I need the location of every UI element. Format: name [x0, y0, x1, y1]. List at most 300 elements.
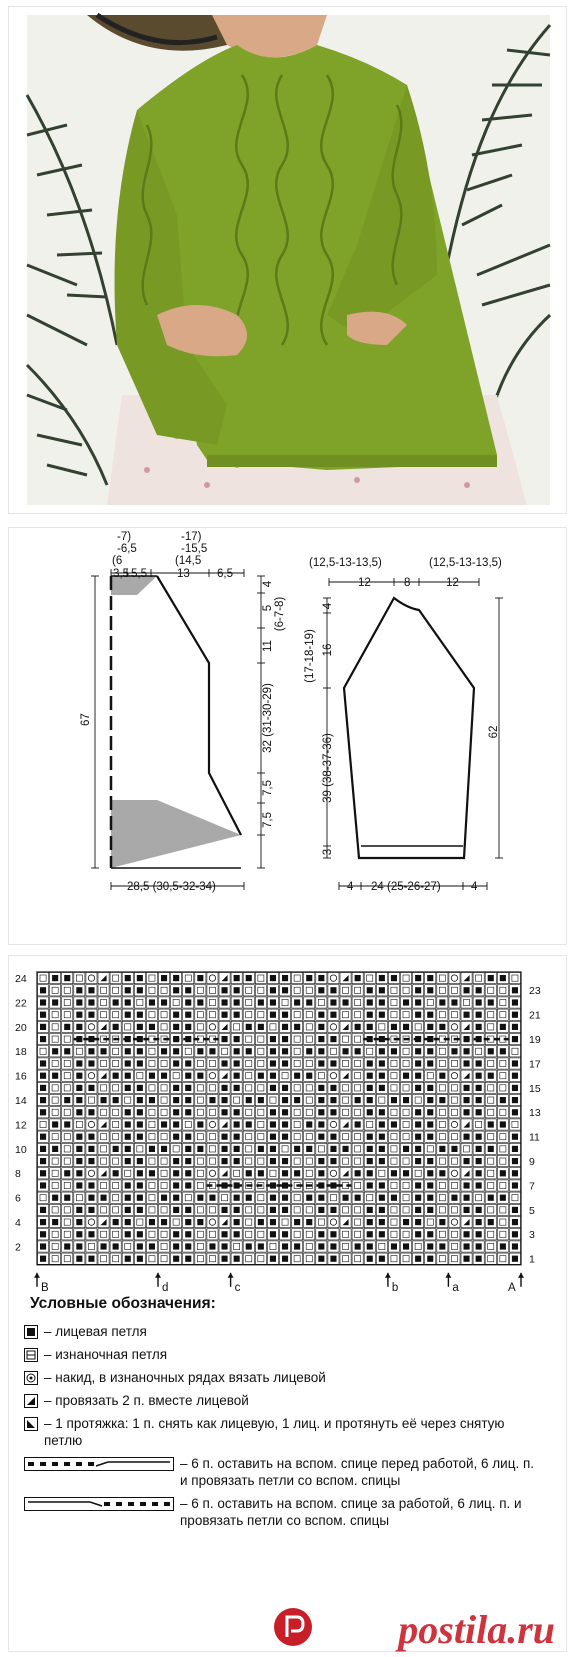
body-stack-left-3: (6: [112, 555, 123, 567]
purl-cell: [451, 1134, 457, 1140]
body-side-5: 32 (31-30-29): [262, 683, 274, 753]
knit-cell: [439, 1170, 445, 1176]
purl-cell: [391, 1073, 397, 1079]
knit-cell: [222, 1243, 228, 1249]
knit-cell: [185, 1231, 191, 1237]
purl-cell: [512, 1048, 518, 1054]
purl-cell: [294, 1134, 300, 1140]
knit-cell: [101, 1097, 107, 1103]
purl-cell: [246, 1109, 252, 1115]
purl-cell: [173, 999, 179, 1005]
knit-cell: [318, 1060, 324, 1066]
knit-cell: [88, 1195, 94, 1201]
purl-cell: [209, 1231, 215, 1237]
knit-cell: [222, 1036, 228, 1042]
knit-cell: [197, 1073, 203, 1079]
knit-cell: [367, 1085, 373, 1091]
knit-cell: [161, 1048, 167, 1054]
purl-cell: [161, 1060, 167, 1066]
knit-cell: [464, 1109, 470, 1115]
knit-cell: [367, 1073, 373, 1079]
sleeve-top-width-1: 12: [358, 577, 371, 589]
knit-cell: [330, 1097, 336, 1103]
purl-cell: [415, 1170, 421, 1176]
purl-cell: [258, 1109, 264, 1115]
knit-cell: [52, 1121, 58, 1127]
purl-cell: [161, 1012, 167, 1018]
knit-cell: [149, 1170, 155, 1176]
knit-cell: [197, 975, 203, 981]
knit-cell: [379, 1158, 385, 1164]
purl-cell: [76, 1121, 82, 1127]
purl-cell: [209, 1012, 215, 1018]
marker-arrow-head: [155, 1273, 161, 1278]
knit-cell: [137, 1134, 143, 1140]
purl-cell: [439, 1060, 445, 1066]
knit-cell: [258, 999, 264, 1005]
knit-cell: [40, 1134, 46, 1140]
knit-cell: [464, 1182, 470, 1188]
purl-cell: [76, 1195, 82, 1201]
purl-cell: [318, 999, 324, 1005]
purl-cell: [270, 1170, 276, 1176]
knit-cell: [88, 1158, 94, 1164]
purl-cell: [500, 1060, 506, 1066]
knit-cell: [330, 1146, 336, 1152]
purl-cell: [451, 1243, 457, 1249]
knit-cell: [415, 1158, 421, 1164]
knit-cell: [173, 1097, 179, 1103]
purl-cell: [149, 1012, 155, 1018]
purl-cell: [367, 1048, 373, 1054]
purl-cell: [137, 999, 143, 1005]
knit-cell: [234, 1134, 240, 1140]
knit-cell: [76, 987, 82, 993]
knit-cell: [476, 1134, 482, 1140]
knit-cell: [173, 1158, 179, 1164]
purl-cell: [113, 1121, 119, 1127]
purl-cell: [451, 1085, 457, 1091]
purl-cell: [391, 1012, 397, 1018]
purl-cell: [149, 1121, 155, 1127]
knit-cell: [427, 1109, 433, 1115]
purl-cell: [451, 1256, 457, 1262]
knit-cell: [161, 1146, 167, 1152]
purl-cell: [512, 1195, 518, 1201]
knit-cell: [185, 1134, 191, 1140]
knit-cell: [76, 1060, 82, 1066]
knit-cell: [427, 987, 433, 993]
knit-cell: [512, 1097, 518, 1103]
knit-cell: [439, 1146, 445, 1152]
knit-cell: [76, 1012, 82, 1018]
purl-cell: [415, 1024, 421, 1030]
knit-cell: [464, 1207, 470, 1213]
purl-cell: [197, 1182, 203, 1188]
knit-cell: [88, 1134, 94, 1140]
purl-cell: [464, 999, 470, 1005]
knit-cell: [258, 1097, 264, 1103]
purl-cell: [161, 1182, 167, 1188]
yarn-over-cell: [330, 1073, 336, 1079]
knit-cell: [379, 1207, 385, 1213]
purl-cell: [52, 1012, 58, 1018]
purl-cell: [258, 1012, 264, 1018]
purl-cell: [258, 1121, 264, 1127]
legend-item-cable-front: – 6 п. оставить на вспом. спице перед работой, 6 лиц. п. и провязать петли со вспом. спицы: [24, 1455, 544, 1489]
purl-cell: [137, 1219, 143, 1225]
knit-cell: [258, 1219, 264, 1225]
purl-cell: [161, 1097, 167, 1103]
knit-cell: [306, 1195, 312, 1201]
row-number-right: 23: [529, 985, 541, 998]
purl-cell: [355, 1256, 361, 1262]
knit-cell: [270, 999, 276, 1005]
knit-cell: [149, 1219, 155, 1225]
knit-cell: [88, 1146, 94, 1152]
knit-cell: [306, 999, 312, 1005]
purl-cell: [355, 1134, 361, 1140]
yarn-over-cell: [88, 1121, 94, 1127]
purl-cell: [355, 1158, 361, 1164]
knit-cell: [282, 975, 288, 981]
knit-cell: [476, 1146, 482, 1152]
knit-cell: [294, 1024, 300, 1030]
purl-cell: [488, 1012, 494, 1018]
purl-cell: [282, 1146, 288, 1152]
purl-cell: [52, 1036, 58, 1042]
knit-cell: [88, 1109, 94, 1115]
row-number-right: 19: [529, 1034, 541, 1046]
knit-cell: [40, 1243, 46, 1249]
yarn-over-icon: [24, 1371, 38, 1385]
purl-cell: [306, 1024, 312, 1030]
knit-cell: [173, 1231, 179, 1237]
yarn-over-cell: [209, 1219, 215, 1225]
knit-cell: [512, 1158, 518, 1164]
purl-cell: [318, 1146, 324, 1152]
knit-cell: [258, 1146, 264, 1152]
purl-cell: [246, 1158, 252, 1164]
knit-cell: [391, 1170, 397, 1176]
knit-cell: [101, 1243, 107, 1249]
purl-cell: [500, 1109, 506, 1115]
knit-cell: [234, 987, 240, 993]
purl-cell: [355, 1060, 361, 1066]
sleeve-top-right: (12,5-13-13,5): [429, 557, 502, 569]
purl-cell: [161, 1256, 167, 1262]
knit-cell: [379, 1121, 385, 1127]
knit-cell: [391, 1097, 397, 1103]
knit-cell: [40, 1219, 46, 1225]
chart-cell: [98, 973, 109, 984]
purl-cell: [488, 1134, 494, 1140]
knit-cell: [161, 999, 167, 1005]
knit-cell: [52, 999, 58, 1005]
purl-cell: [64, 999, 70, 1005]
purl-cell: [306, 1134, 312, 1140]
knit-cell: [137, 1097, 143, 1103]
purl-cell: [500, 1146, 506, 1152]
purl-cell: [488, 1024, 494, 1030]
purl-cell: [306, 1085, 312, 1091]
knit-cell: [222, 1109, 228, 1115]
purl-cell: [439, 1207, 445, 1213]
chart-cell: [219, 973, 230, 984]
knit-cell: [222, 1158, 228, 1164]
knit-cell: [415, 999, 421, 1005]
purl-cell: [282, 1219, 288, 1225]
purl-cell: [306, 1231, 312, 1237]
knit-cell: [40, 1085, 46, 1091]
knit-cell: [125, 1256, 131, 1262]
marker-label: d: [162, 1281, 169, 1294]
purl-cell: [125, 1243, 131, 1249]
knit-cell: [64, 1170, 70, 1176]
purl-cell: [391, 999, 397, 1005]
knit-cell: [427, 975, 433, 981]
knit-cell: [488, 1048, 494, 1054]
knit-cell: [306, 1146, 312, 1152]
purl-cell: [488, 987, 494, 993]
knit-cell: [330, 1012, 336, 1018]
knit-cell: [88, 987, 94, 993]
purl-cell: [64, 1219, 70, 1225]
knit-cell: [149, 1097, 155, 1103]
knit-cell: [476, 1012, 482, 1018]
knit-cell: [234, 1121, 240, 1127]
purl-cell: [234, 1243, 240, 1249]
purl-cell: [451, 1097, 457, 1103]
purl-cell: [185, 1195, 191, 1201]
knit-cell: [76, 1134, 82, 1140]
knit-cell: [379, 1048, 385, 1054]
knit-cell: [185, 1219, 191, 1225]
knit-cell: [137, 1256, 143, 1262]
purl-cell: [355, 1219, 361, 1225]
purl-cell: [101, 1231, 107, 1237]
yarn-over-cell: [209, 1024, 215, 1030]
knit-cell: [464, 1085, 470, 1091]
purl-cell: [343, 1109, 349, 1115]
purl-cell: [391, 1207, 397, 1213]
knit-cell: [76, 1097, 82, 1103]
purl-cell: [125, 1097, 131, 1103]
knit-cell: [427, 1170, 433, 1176]
schematic-card: [8, 527, 567, 945]
purl-cell: [403, 987, 409, 993]
purl-cell: [246, 1036, 252, 1042]
purl-cell: [64, 1036, 70, 1042]
legend-item-cable-back: – 6 п. оставить на вспом. спице за работой, 6 лиц. п. и провязать петли со вспом. спицы: [24, 1495, 544, 1529]
purl-cell: [500, 987, 506, 993]
knit-cell: [512, 1207, 518, 1213]
purl-cell: [258, 1085, 264, 1091]
knit-cell: [318, 1231, 324, 1237]
purl-cell: [355, 1207, 361, 1213]
knit-cell: [343, 1048, 349, 1054]
yarn-over-cell: [451, 975, 457, 981]
purl-cell: [209, 1109, 215, 1115]
knit-cell: [173, 975, 179, 981]
yarn-over-cell: [88, 975, 94, 981]
body-bottom-width: 28,5 (30,5-32-34): [127, 881, 216, 893]
purl-cell: [476, 1048, 482, 1054]
knit-cell: [185, 1097, 191, 1103]
knit-two-together-icon: [24, 1394, 38, 1408]
knit-cell: [137, 1158, 143, 1164]
purl-cell: [173, 1219, 179, 1225]
knit-cell: [464, 987, 470, 993]
knit-cell: [427, 1195, 433, 1201]
knit-cell: [88, 999, 94, 1005]
knit-cell: [318, 1121, 324, 1127]
knit-cell: [512, 1256, 518, 1262]
knit-cell: [464, 1158, 470, 1164]
knit-cell: [185, 1243, 191, 1249]
sleeve-side-1: 4: [322, 602, 334, 610]
knit-cell: [476, 1097, 482, 1103]
watermark: postila.ru: [398, 1607, 555, 1652]
purl-cell: [451, 987, 457, 993]
knit-cell: [76, 1085, 82, 1091]
purl-cell: [258, 1048, 264, 1054]
purl-cell: [258, 987, 264, 993]
knit-cell: [294, 1146, 300, 1152]
knit-cell: [415, 1231, 421, 1237]
knit-cell: [379, 1146, 385, 1152]
knit-cell: [391, 1243, 397, 1249]
purl-cell: [306, 1207, 312, 1213]
knit-cell: [185, 1207, 191, 1213]
purl-cell: [294, 1256, 300, 1262]
row-number-left: 8: [15, 1168, 21, 1181]
chart-cell: [219, 1070, 230, 1081]
row-number-right: 7: [529, 1180, 535, 1193]
knit-cell: [88, 1182, 94, 1188]
purl-cell: [149, 1134, 155, 1140]
knit-cell: [222, 999, 228, 1005]
knit-cell: [379, 1060, 385, 1066]
knit-cell: [185, 1024, 191, 1030]
knit-cell: [125, 1182, 131, 1188]
knit-cell: [173, 1256, 179, 1262]
knit-cell: [512, 1036, 518, 1042]
knit-cell: [476, 1170, 482, 1176]
knit-cell: [403, 1097, 409, 1103]
purl-cell: [391, 1219, 397, 1225]
knit-cell: [137, 1012, 143, 1018]
knit-cell: [282, 1097, 288, 1103]
purl-cell: [512, 1121, 518, 1127]
purl-cell: [306, 1243, 312, 1249]
knit-cell: [415, 1182, 421, 1188]
purl-cell: [64, 1060, 70, 1066]
knit-cell: [476, 987, 482, 993]
row-number-right: 13: [529, 1107, 541, 1120]
purl-cell: [161, 987, 167, 993]
knit-cell: [282, 987, 288, 993]
marker-arrow-head: [385, 1273, 391, 1278]
knit-cell: [76, 1256, 82, 1262]
marker-arrow-head: [518, 1273, 524, 1278]
knit-cell: [379, 1085, 385, 1091]
knit-cell: [318, 1097, 324, 1103]
purl-cell: [64, 1012, 70, 1018]
knit-cell: [367, 1182, 373, 1188]
knit-cell: [76, 1170, 82, 1176]
knit-cell: [512, 1231, 518, 1237]
knit-cell: [222, 1085, 228, 1091]
knit-cell: [282, 1036, 288, 1042]
knit-cell: [355, 975, 361, 981]
purl-cell: [306, 1012, 312, 1018]
row-number-right: 17: [529, 1058, 541, 1071]
purl-cell: [246, 1231, 252, 1237]
knit-cell: [222, 1207, 228, 1213]
purl-cell: [343, 1256, 349, 1262]
knit-cell: [415, 1256, 421, 1262]
purl-cell: [451, 1012, 457, 1018]
knit-cell: [161, 1073, 167, 1079]
purl-cell: [40, 1195, 46, 1201]
purl-cell: [439, 1012, 445, 1018]
purl-cell: [379, 1243, 385, 1249]
knit-cell: [451, 1146, 457, 1152]
purl-cell: [209, 1085, 215, 1091]
knit-cell: [403, 1219, 409, 1225]
knit-cell: [76, 999, 82, 1005]
purl-cell: [343, 1134, 349, 1140]
knit-cell: [137, 987, 143, 993]
purl-cell: [161, 1231, 167, 1237]
yarn-over-cell: [209, 1170, 215, 1176]
knit-cell: [282, 1134, 288, 1140]
purl-cell: [113, 1182, 119, 1188]
purl-cell: [185, 1121, 191, 1127]
purl-cell: [500, 1134, 506, 1140]
purl-cell: [161, 1134, 167, 1140]
knit-cell: [234, 1109, 240, 1115]
yarn-over-cell: [451, 1121, 457, 1127]
knit-cell: [246, 975, 252, 981]
knit-cell: [427, 1060, 433, 1066]
knit-cell: [488, 975, 494, 981]
knit-cell: [379, 999, 385, 1005]
row-number-left: 22: [15, 997, 27, 1010]
purl-cell: [52, 1256, 58, 1262]
purl-cell: [40, 1048, 46, 1054]
purl-cell: [88, 1097, 94, 1103]
knit-cell: [464, 1134, 470, 1140]
purl-cell: [488, 1231, 494, 1237]
purl-cell: [246, 1060, 252, 1066]
purl-cell: [355, 1012, 361, 1018]
yarn-over-cell: [209, 975, 215, 981]
knit-cell: [318, 1134, 324, 1140]
purl-cell: [403, 1195, 409, 1201]
purl-cell: [488, 1207, 494, 1213]
knit-cell: [64, 1243, 70, 1249]
knit-cell: [379, 1195, 385, 1201]
purl-cell: [355, 1036, 361, 1042]
purl-cell: [197, 1256, 203, 1262]
row-number-left: 2: [15, 1241, 21, 1254]
purl-cell: [294, 1060, 300, 1066]
knit-cell: [101, 1048, 107, 1054]
purl-cell: [439, 975, 445, 981]
knit-cell: [270, 1256, 276, 1262]
